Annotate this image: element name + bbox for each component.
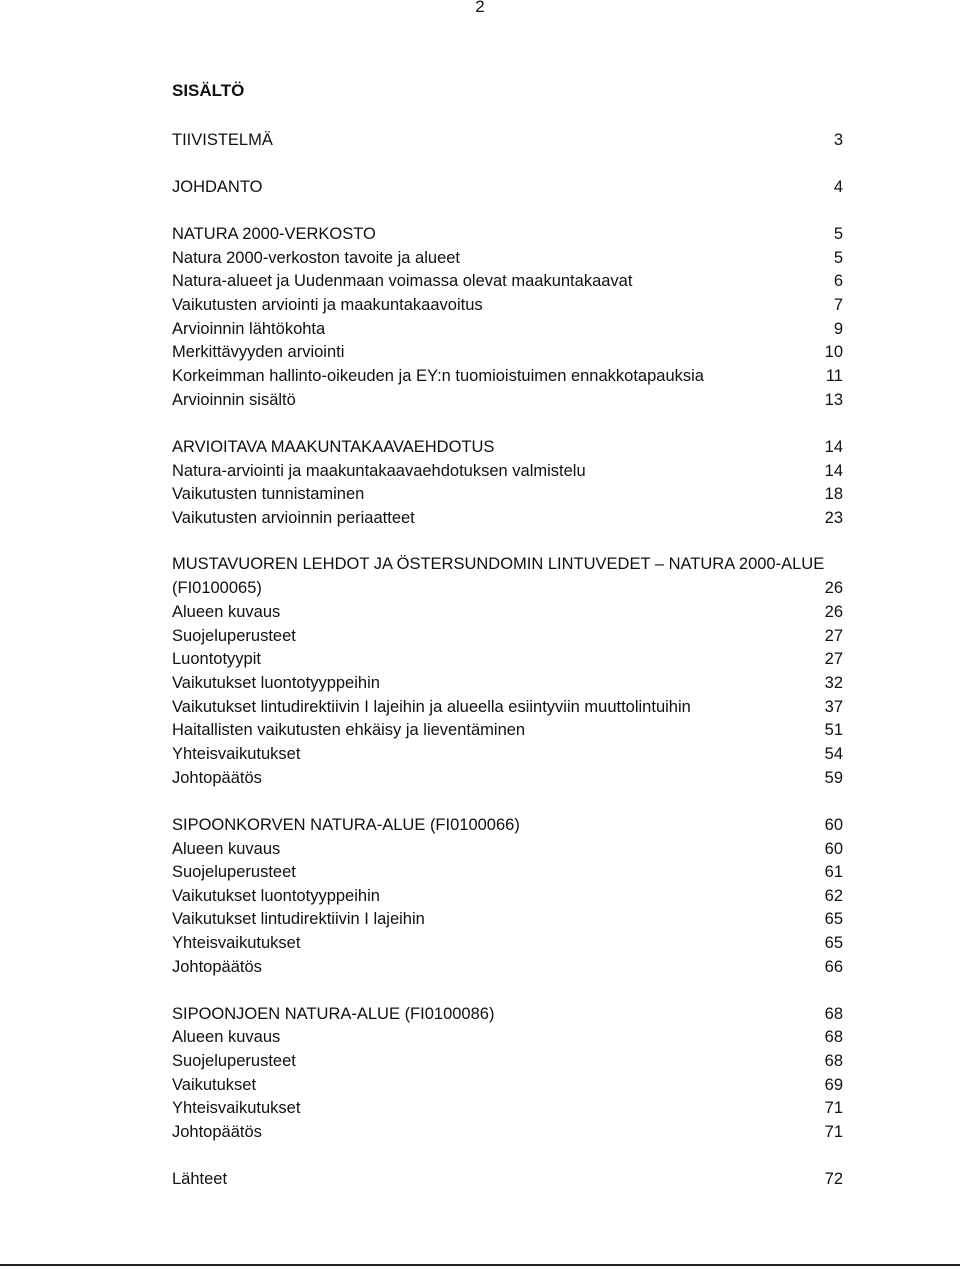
toc-entry-page: 6 [833, 272, 843, 290]
toc-entry-label: MUSTAVUOREN LEHDOT JA ÖSTERSUNDOMIN LINTUVEDET – NATURA 2000-ALUE [172, 555, 825, 573]
toc-entry-label: (FI0100065) [172, 579, 262, 597]
toc-entry-page: 71 [824, 1099, 843, 1117]
toc-entry-page: 61 [824, 863, 843, 881]
toc-entry-label: Natura 2000-verkoston tavoite ja alueet [172, 249, 461, 267]
toc-entry-label: Johtopäätös [172, 958, 262, 976]
toc-entry-page: 59 [824, 769, 843, 787]
toc-entry [172, 956, 843, 978]
toc-entry-label: Vaikutukset lintudirektiivin I lajeihin [172, 910, 425, 928]
toc-entry-label: Merkittävyyden arviointi [172, 343, 345, 361]
toc-entry [172, 625, 843, 647]
toc-entry-page: 71 [824, 1123, 843, 1141]
toc-entry [172, 648, 843, 670]
toc-heading: SISÄLTÖ [172, 81, 245, 100]
toc-entry-label: Suojeluperusteet [172, 627, 296, 645]
toc-entry-label: Arvioinnin lähtökohta [172, 320, 326, 338]
toc-entry-label: Yhteisvaikutukset [172, 1099, 301, 1117]
toc-entry-page: 65 [824, 910, 843, 928]
toc-entry [172, 270, 843, 292]
toc-entry [172, 507, 843, 529]
toc-entry [172, 885, 843, 907]
toc-entry-page: 69 [824, 1076, 843, 1094]
toc-entry-page: 65 [824, 934, 843, 952]
toc-entry [172, 483, 843, 505]
toc-entry-page: 62 [824, 887, 843, 905]
toc-entry [172, 1097, 843, 1119]
toc-entry-page: 66 [824, 958, 843, 976]
toc-entry-label: Vaikutusten arviointi ja maakuntakaavoitus [172, 296, 483, 314]
toc-entry-label: SIPOONKORVEN NATURA-ALUE (FI0100066) [172, 816, 520, 834]
page-number: 2 [475, 0, 485, 16]
toc-entry-page: 5 [833, 249, 843, 267]
toc-entry-label: Vaikutukset [172, 1076, 257, 1094]
toc-entry [172, 460, 843, 482]
toc-entry-label: Korkeimman hallinto-oikeuden ja EY:n tuomioistuimen ennakkotapauksia [172, 367, 704, 385]
toc-entry-page: 14 [824, 438, 843, 456]
toc-entry-page: 51 [824, 721, 843, 739]
toc-entry [172, 1121, 843, 1143]
toc-entry-label: Alueen kuvaus [172, 1028, 281, 1046]
toc-entry-page: 5 [833, 225, 843, 243]
bottom-rule [0, 1264, 960, 1266]
toc-entry [172, 601, 843, 623]
toc-entry [172, 294, 843, 316]
toc-entry [172, 767, 843, 789]
toc-entry-label: TIIVISTELMÄ [172, 131, 273, 149]
toc-entry [172, 672, 843, 694]
toc-entry-label: Johtopäätös [172, 769, 262, 787]
toc-entry-page: 10 [824, 343, 843, 361]
toc-entry [172, 341, 843, 363]
toc-entry-page: 23 [824, 509, 843, 527]
toc-entry-label: Vaikutukset lintudirektiivin I lajeihin ja alueella esiintyviin muuttolintuihin [172, 698, 691, 716]
toc-entry-label: Yhteisvaikutukset [172, 934, 301, 952]
toc-entry-page: 54 [824, 745, 843, 763]
toc-entry [172, 223, 843, 245]
toc-entry [172, 1026, 843, 1048]
toc-entry-page: 27 [824, 650, 843, 668]
toc-entry-page: 11 [825, 367, 843, 385]
toc-entry-label: Suojeluperusteet [172, 863, 296, 881]
toc-entry-label: Suojeluperusteet [172, 1052, 296, 1070]
toc-entry-label: Haitallisten vaikutusten ehkäisy ja lieventäminen [172, 721, 526, 739]
toc-entry-label: Natura-alueet ja Uudenmaan voimassa olevat maakuntakaavat [172, 272, 633, 290]
toc-entry-label: NATURA 2000-VERKOSTO [172, 225, 376, 243]
toc-entry-page [824, 553, 854, 575]
toc-entry [172, 696, 843, 718]
toc-entry [172, 365, 843, 387]
toc-entry-page: 26 [824, 603, 843, 621]
toc-entry [172, 1050, 843, 1072]
toc-entry-label: JOHDANTO [172, 178, 263, 196]
toc-entry-label: Alueen kuvaus [172, 603, 281, 621]
toc-entry-page: 68 [824, 1028, 843, 1046]
toc-entry [172, 1168, 843, 1190]
toc-entry-page: 4 [833, 178, 843, 196]
toc-entry-label: Yhteisvaikutukset [172, 745, 301, 763]
toc-entry-page: 68 [824, 1052, 843, 1070]
toc-entry [172, 908, 843, 930]
toc-entry-page: 60 [824, 840, 843, 858]
toc-entry-page: 13 [824, 391, 843, 409]
toc-entry-page: 3 [833, 131, 843, 149]
toc-entry-page: 26 [824, 579, 843, 597]
toc-entry-page: 9 [833, 320, 843, 338]
toc-entry-label: Vaikutusten tunnistaminen [172, 485, 365, 503]
toc-entry-page: 27 [824, 627, 843, 645]
toc-entry [172, 1074, 843, 1096]
toc-entry-label: Vaikutukset luontotyyppeihin [172, 887, 380, 905]
toc-entry [172, 247, 843, 269]
toc-entry-page: 18 [824, 485, 843, 503]
toc-entry [172, 436, 843, 458]
toc-entry [172, 932, 843, 954]
toc-entry-page: 68 [824, 1005, 843, 1023]
toc-entry-label: Alueen kuvaus [172, 840, 281, 858]
toc-entry [172, 1003, 843, 1025]
toc-entry [172, 553, 843, 575]
toc-entry [172, 838, 843, 860]
toc-entry [172, 318, 843, 340]
toc-entry-page: 37 [824, 698, 843, 716]
toc-entry-page: 32 [824, 674, 843, 692]
toc-entry-label: Lähteet [172, 1170, 228, 1188]
toc-entry-page: 72 [824, 1170, 843, 1188]
toc-entry-label: Johtopäätös [172, 1123, 262, 1141]
toc-entry [172, 814, 843, 836]
toc-entry [172, 176, 843, 198]
toc-entry [172, 743, 843, 765]
toc-entry-label: Vaikutusten arvioinnin periaatteet [172, 509, 415, 527]
toc-entry-label: Vaikutukset luontotyyppeihin [172, 674, 380, 692]
toc-entry-label: Luontotyypit [172, 650, 261, 668]
toc-entry [172, 861, 843, 883]
toc-entry-page: 14 [824, 462, 843, 480]
toc-entry-label: SIPOONJOEN NATURA-ALUE (FI0100086) [172, 1005, 495, 1023]
toc-entry-page: 60 [824, 816, 843, 834]
toc-entry [172, 389, 843, 411]
toc-entry [172, 719, 843, 741]
toc-entry-label: Natura-arviointi ja maakuntakaavaehdotuksen valmistelu [172, 462, 586, 480]
toc-entry-label: ARVIOITAVA MAAKUNTAKAAVAEHDOTUS [172, 438, 495, 456]
toc-entry-label: Arvioinnin sisältö [172, 391, 296, 409]
toc-entry [172, 129, 843, 151]
toc-entry-page: 7 [833, 296, 843, 314]
toc-entry [172, 577, 843, 599]
